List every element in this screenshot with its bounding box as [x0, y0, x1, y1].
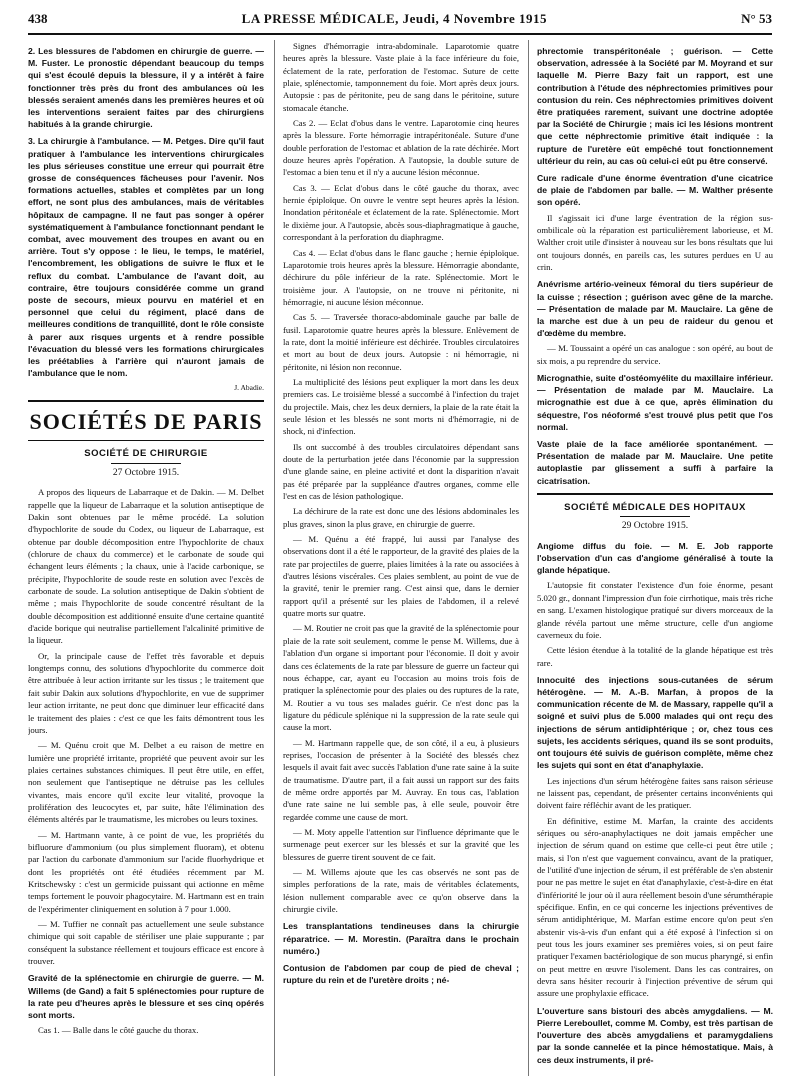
- page-header: [28, 8, 772, 30]
- column-divider: [528, 40, 529, 1076]
- section-rule: [28, 440, 264, 441]
- section-rule: [537, 493, 773, 495]
- article-paragraph: — M. Tuffier ne connaît pas actuellement une seule substance chimique qui soit capable de stériliser une plaie suppurante ; par conséquent la substance réellement et toujours efficace est encore à trouver.: [28, 919, 264, 967]
- article-paragraph: — M. Toussaint a opéré un cas analogue : son opéré, au bout de six mois, a pu reprendre du service.: [537, 343, 773, 366]
- article-paragraph: Cette lésion étendue à la totalité de la glande hépatique est très rare.: [537, 645, 773, 668]
- article-paragraph: Cas 3. — Eclat d'obus dans le côté gauche du thorax, avec hernie épiploïque. On ouvre le ventre sept heures après la lésion. Inondation péritonéale et éclatement de la rate. Splénectomie. Mort le dixième jour. A l'autopsie, abcès sous-diaphragmatique à gauche, correspondant à la perforation du diaphragme.: [283, 182, 519, 243]
- article-title: Les transplantations tendineuses dans la chirurgie réparatrice. — M. Morestin. (Paraîtra dans le prochain numéro.): [283, 921, 519, 956]
- session-date: 29 Octobre 1915.: [621, 521, 689, 532]
- article-title: Micrognathie, suite d'ostéomyélite du maxillaire inférieur. — Présentation de malade par M. Mauclaire. La micrognathie est due à ce que, après élimination du séquestre, l'os néoformé s'est trouvé plus petit que l'os normal.: [537, 373, 773, 432]
- column-3: [537, 40, 773, 1076]
- article-paragraph: Ils ont succombé à des troubles circulatoires dépendant sans doute de la perturbation jetée dans l'économie par la suppression d'une glande saine, en pleine activité et dont la disparition n'avait pas été préparée par la suppléance d'autres organes, comme elle l'est en cas de lésion pathologique.: [283, 441, 519, 502]
- article-paragraph: Les injections d'un sérum hétérogène faites sans raison sérieuse ne laissent pas, cependant, de présenter certains inconvénients qui doivent faire réfléchir avant de les pratiquer.: [537, 775, 773, 811]
- article-paragraph: Cas 5. — Traversée thoraco-abdominale gauche par balle de fusil. Laparotomie quatre heures après la blessure. Enlèvement de la rate, dont la moitié inférieure est déchirée. Troubles circulatoires et mort au bout de deux jours. Autopsie : ni hémorragie, ni péritonite, ni lésion non reconnue.: [283, 312, 519, 372]
- section-heading: SOCIÉTÉS DE PARIS: [29, 409, 263, 435]
- article-title: Gravité de la splénectomie en chirurgie de guerre. — M. Willems (de Gand) a fait 5 splénectomies pour rupture de la rate peu d'heures après le blessure et ses cinq opérés sont morts.: [28, 973, 264, 1020]
- article-paragraph: Cas 4. — Eclat d'obus dans le flanc gauche ; hernie épiploïque. Laparotomie trois heures après la blessure. Hémorragie abondante, déchirure du pôle inférieur de la rate. Splénectomie. Mort le troisième jour. A l'autopsie, on ne trouve ni péritonite, ni hémorragie, ni aucune lésion méconnue.: [283, 247, 519, 307]
- article-paragraph: — M. Willems ajoute que les cas observés ne sont pas de simples perforations de la rate, mais de véritables éclatements, lésion nullement comparable avec ce qu'on observe dans la chirurgie civile.: [283, 867, 519, 915]
- article-paragraph: La multiplicité des lésions peut expliquer la mort dans les deux premiers cas. Le troisième blessé a succombé à l'infection du trajet du projectile. Mais, chez les deux derniers, la plaie de la rate était la seule lésion et les blessés ne sont morts ni d'hémorragie, ni de shock, ni d'infection.: [283, 376, 519, 437]
- article-title: Anévrisme artério-veineux fémoral du tiers supérieur de la cuisse ; résection ; guérison avec gêne de la marche. — Présentation de malade par M. Mauclaire. La gêne de la marche est due à un peu de raideur du genou et d'œdème du membre.: [537, 279, 773, 339]
- short-rule: [620, 516, 690, 517]
- article-paragraph: — M. Hartmann vante, à ce point de vue, les propriétés du bifluorure d'ammonium (ou plus simplement fluoram), et obtenu par l'action du carbonate d'ammonium sur l'acide fluorhydrique et dont les propriétés ont été étudiées récemment par M. Kritschewsky : c'est un germicide puissant qui actionne en même temps fortement le pouvoir phagocytaire. M. Hartmann est en train de l'expérimenter cliniquement en solution à 7 pour 1.000.: [28, 829, 264, 914]
- article-title: L'ouverture sans bistouri des abcès amygdaliens. — M. Pierre Lereboullet, comme M. Comby, est très partisan de l'ouverture des abcès amygdaliens et paramygdaliens par la sonde cannelée et la pince hémostatique. Mais, à ces deux instruments, il pré-: [537, 1005, 773, 1065]
- article-title: phrectomie transpéritonéale ; guérison. — Cette observation, adressée à la Société par M. Moyrand et sur laquelle M. Pierre Bazy fait un rapport, est une contribution à l'étude des néphrectomies primitives pour contusion du rein. Ces néphrectomies primitives doivent être pratiquées rarement, suivant une doctrine adoptée par la Société de Chirurgie ; mais ici les lésions montrent que cette néphrectomie primitive était indiquée : la rupture de l'uretère eût empêché tout fonctionnement ultérieur du rein, au cas où celui-ci eût pu être conservé.: [537, 46, 773, 166]
- session-date: 27 Octobre 1915.: [112, 467, 180, 478]
- article-title: Contusion de l'abdomen par coup de pied de cheval ; rupture du rein et de l'uretère droits ; né-: [283, 962, 519, 986]
- article-paragraph: — M. Routier ne croit pas que la gravité de la splénectomie pour plaie de la rate soit seulement, comme le pense M. Willems, due à l'ablation d'un organe si important pour l'économie. Il doit y avoir dans ces éclatements de la rate par blessure de guerre un facteur qui nous échappe, car, ayant eu l'occasion au moins trois fois de pratiquer la splénectomie pour des plaies ou des ruptures de la rate, M. Routier a vu tous ses malades guérir. Ce n'est donc pas la ligature du pédicule splénique ni la suppression de la rate seule qui cause la mort.: [283, 623, 519, 733]
- article-paragraph: — M. Quénu croit que M. Delbet a eu raison de mettre en lumière une propriété irritante, propriété que peuvent avoir sur les plaies certaines substances chimiques. Il peut être utile, en effet, non seulement que l'antiseptique ne détruise pas les cellules vivantes, mais encore qu'il excite leur vitalité, provoque la prolifération des leucocytes et, par suite, hâte l'élimination des éléments altérés par le traumatisme, les microbes ou leurs toxines.: [28, 740, 264, 825]
- header-rule: [28, 33, 772, 35]
- article-paragraph: — M. Moty appelle l'attention sur l'influence déprimante que le surmenage peut exercer sur les blessés et sur la gravité que les blessures de guerre tirent souvent de ce fait.: [283, 826, 519, 862]
- article-paragraph: Cas 2. — Eclat d'obus dans le ventre. Laparotomie cinq heures après la blessure. Forte hémorragie intrapéritonéale. Suture d'une double perforation de l'estomac et ablation de la rate déchirée. Mort douze heures après l'opération. A l'autopsie, la double suture de l'estomac a bien tenu et il n'y a aucune lésion méconnue.: [283, 118, 519, 178]
- article-paragraph: Or, la principale cause de l'effet très favorable et depuis longtemps connu, des solutions d'hypochlorite du commerce doit être attribuée à leur action irritante sur les tissus ; le traitement que fait subir Dakin aux solutions d'hypochlorite, en vue de supprimer leur action irritante, ne peut donc que diminuer leur efficacité dans le traitement des plaies : c'est ce que les faits démontrent tous les jours.: [28, 650, 264, 735]
- article-paragraph: — M. Hartmann rappelle que, de son côté, il a eu, à plusieurs reprises, l'occasion de présenter à la Société des blessés chez lesquels il avait fait avec succès l'ablation d'une rate saine à la suite de traumatisme. D'autre part, il a fait aussi un rapport sur des faits de même ordre apportés par M. Auvray. En tous cas, l'ablation d'une rate saine ne lui semble pas, à elle seule, pouvoir être regardée comme une cause de mort.: [283, 737, 519, 822]
- column-divider: [274, 40, 275, 1076]
- society-heading: SOCIÉTÉ MÉDICALE DES HOPITAUX: [564, 501, 746, 513]
- article-title: Vaste plaie de la face améliorée spontanément. — Présentation de malade par M. Mauclaire. Une petite autoplastie par glissement a suffi à parfaire la cicatrisation.: [537, 439, 773, 486]
- section-rule: [28, 400, 264, 402]
- article-title: Angiome diffus du foie. — M. E. Job rapporte l'observation d'un cas d'angiome généralisé à toute la glande hépatique.: [537, 540, 773, 576]
- article-title: Cure radicale d'une énorme éventration d'une cicatrice de plaie de l'abdomen par balle. — M. Walther présente son opéré.: [537, 173, 773, 208]
- article-paragraph: La déchirure de la rate est donc une des lésions abdominales les plus graves, sinon la plus grave, en chirurgie de guerre.: [283, 506, 519, 529]
- society-heading: SOCIÉTÉ DE CHIRURGIE: [84, 448, 208, 460]
- article-paragraph: L'autopsie fit constater l'existence d'un foie énorme, pesant 5.020 gr., donnant l'impression d'un foie cirrhotique, mais très riche en sang. L'examen histologique pratiqué sur divers morceaux de la glande révéla partout une même structure, celle d'un angiome caverneux du foie.: [537, 580, 773, 640]
- article-title: Innocuité des injections sous-cutanées de sérum hétérogène. — M. A.-B. Marfan, à propos de la communication récente de M. de Massary, rappelle qu'il a soigné et suivi plus de 5.000 malades qui ont reçu des injections de sérum antidiphtérique ; or, chez tous ces sujets, les accidents sériques, quand ils se sont produits, ont toujours été suivis de guérison complète, même chez les sujets qui sont en état d'anaphylaxie.: [537, 674, 773, 771]
- article-paragraph: A propos des liqueurs de Labarraque et de Dakin. — M. Delbet rappelle que la liqueur de Labarraque et la solution antiseptique de Dakin sont obtenues par le même procédé. La solution d'hypochlorite de soude du Codex, ou liqueur de Labarraque, est obtenue par double décomposition entre l'hypochlorite de chaux (chlorure de chaux du commerce) et le carbonate de soude qui échangent leurs éléments ; la chaux, unie à l'acide carbonique, se précipite, l'hypochlorite de soude reste en solution avec l'excès de carbonate de soude. La solution antiseptique de Dakin s'obtient de même ; mais l'hypochlorite de soude concentré résultant de la double décomposition est additionné ensuite d'une certaine quantité d'acide borique qui neutralise partiellement l'alcalinité primitive de la liqueur.: [28, 487, 264, 646]
- column-2: [283, 40, 519, 1076]
- article-paragraph: 3. La chirurgie à l'ambulance. — M. Petges. Dire qu'il faut pratiquer à l'ambulance les interventions chirurgicales les plus sérieuses constitue une erreur qui pourrait être grosse de conséquences fâcheuses pour l'avenir. Nos formations actuelles, stables et complètes par un long effort, ne sont plus des ambulances, mais de véritables hôpitaux de campagne. Il ne faut pas songer à opérer systématiquement à l'ambulance fonctionnant pendant le combat, avec mouvement des troupes en avant ou en arrière. Tout s'y oppose : le lieu, le temps, le matériel, l'encombrement, les obligations de suivre le flux et le reflux du combat. L'ambulance de l'avant doit, au contraire, être toujours considérée comme un grand poste de secours, mieux pourvu en matériel et en personnel que celui du régiment, placé dans de meilleures conditions de tranquillité, dont le rôle consiste à parer aux risques urgents et à rendre possible l'évacuation du blessé vers les formations chirurgicales les préétablies à l'arrière qui n'auront jamais de l'ambulance que le nom.: [28, 136, 264, 379]
- article-paragraph: Il s'agissait ici d'une large éventration de la région sus-ombilicale où la réparation est particulièrement laborieuse, et M. Walther croit utile d'insister à nouveau sur les bons résultats que lui ont toujours donnés, en pareils cas, les sutures perdues en U au crin.: [537, 212, 773, 273]
- article-paragraph: Cas 1. — Balle dans le côté gauche du thorax.: [38, 1025, 199, 1036]
- article-paragraph: Signes d'hémorragie intra-abdominale. Laparotomie quatre heures après la blessure. Vaste plaie à la face inférieure du foie, éclatement de la rate, perforation de l'estomac. Suture de cette plaie, splénectomie, tamponnement du foie. Mort après deux jours. Autopsie : pas de péritonite, peu de sang dans le péritoine, suture stomacale étanche.: [283, 41, 519, 113]
- article-paragraph: 2. Les blessures de l'abdomen en chirurgie de guerre. — M. Fuster. Le pronostic dépendant beaucoup du temps qui s'est écoulé depuis la blessure, il y a intérêt à faire fonctionner très près du front des ambulances où les blessés seraient amenés dans les premières heures et où les interventions seraient faites par des chirurgiens habitués à la grande chirurgie.: [28, 46, 264, 130]
- article-paragraph: — M. Quénu a été frappé, lui aussi par l'analyse des observations dont il a été le rapporteur, de la gravité des plaies de la rate par projectiles de guerre, plaies limitées à la rate ou associées à d'autres lésions viscérales. Ces plaies semblent, au point de vue de la gravité, tenir le premier rang. C'est ainsi que, dans le dernier rapport qu'il a présenté sur les plaies de l'abdomen, il a relevé quatre morts sur quatre.: [283, 534, 519, 619]
- short-rule: [111, 463, 181, 464]
- column-1: [28, 40, 264, 1076]
- article-paragraph: En définitive, estime M. Marfan, la crainte des accidents sériques ou séro-anaphylactiques ne doit jamais empêcher une injection de sérum quand on estime que celle-ci peut être utile ; mais, si l'on n'est que vaguement convaincu, avant de la pratiquer, de l'utilité d'une injection de sérum, il est préférable de s'en abstenir pour ne pas mettre le sujet en état d'anaphylaxie, c'est-à-dire en état d'infériorité le jour où il aura réellement besoin d'une sérumthérapie spécifique. Enfin, en ce qui concerne les injections préventives de sérum antidiphtérique, M. Marfan estime encore qu'on peut s'en abstenir vis-à-vis d'un enfant qui a été exposé à l'infection si on peut tous les jours examiner ses premières voies, si on peut faire pratiquer l'examen bactériologique de son mucus pharyngé, si enfin on peut mettre en œuvre l'isolement. Dans les cas contraires, on devra sans hésiter recourir à l'injection préventive de sérum qui assure une prophylaxie efficace.: [537, 815, 773, 999]
- author-signature: J. Abadie.: [234, 383, 264, 393]
- issue-number: N° 53: [741, 11, 772, 26]
- page-number: 438: [28, 11, 48, 26]
- journal-title: LA PRESSE MÉDICALE, Jeudi, 4 Novembre 1915: [241, 11, 547, 26]
